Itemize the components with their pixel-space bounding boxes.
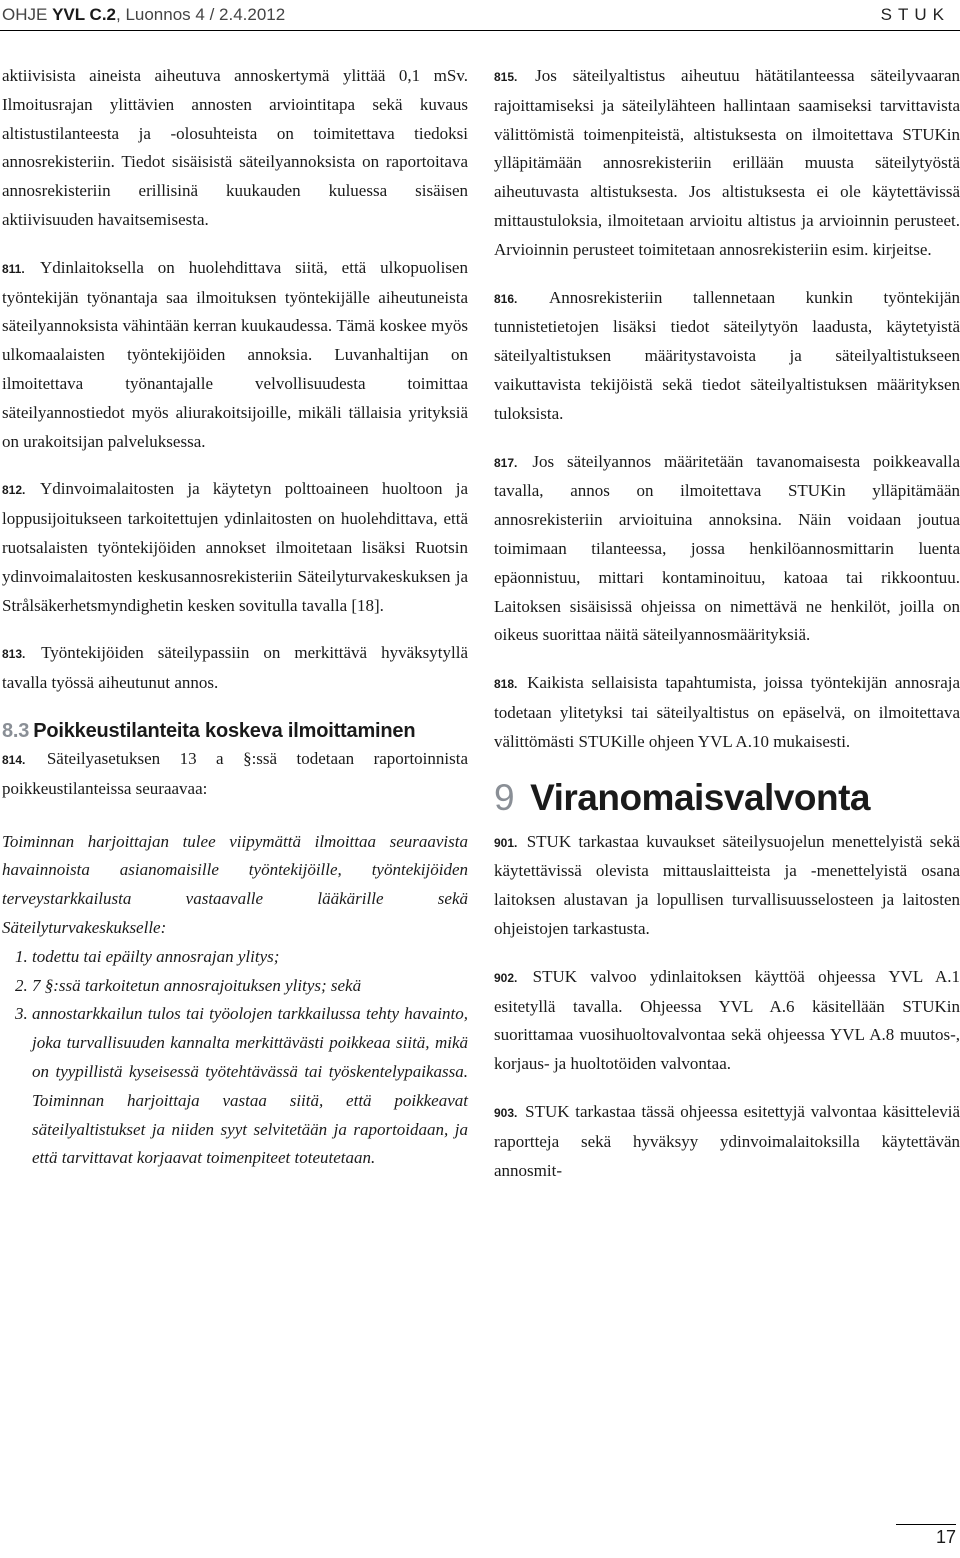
paragraph-903 [494,1098,960,1185]
quote-item: 2. 7 §:ssä tarkoitetun annosrajoituksen ylitys; sekä [32,972,468,1001]
paragraph-number: 813. [2,647,26,662]
page-number: 17 [935,1527,956,1547]
paragraph-number: 903. [494,1105,518,1120]
chapter-number: 9 [494,776,515,818]
paragraph-818 [494,669,960,756]
paragraph-number: 817. [494,455,518,470]
paragraph-number: 902. [494,970,518,985]
quote-intro: Toiminnan harjoittajan tulee viipymättä ilmoittaa seuraavista havainnoista asianomaisille työntekijöille, työntekijöiden terveystarkkailusta vastaavalle lääkärille sekä Säteilyturvakeskukselle: [2,831,468,937]
paragraph-text: Jos säteilyaltistus aiheutuu hätätilanteessa säteilyvaaran rajoittamiseksi ja säteilylähteen hallintaan saamiseksi tarvittavista välittömistä toimenpiteistä, altistuksesta on ilmoitettava STUKin ylläpitämään annosrekisteriin erillään muusta säteilytyöstä aiheutuvasta altistuksesta. Jos altistuksesta ei ole käytettävissä mittaustuloksia, ilmoitetaan arvioitu altistus ja arvioinnin perusteet. Arvioinnin perusteet toimitetaan annosrekisteriin esim. kirjeitse. [494,66,960,259]
paragraph-number: 816. [494,291,518,306]
paragraph-text: Jos säteilyannos määritetään tavanomaisesta poikkeavalla tavalla, annos on ilmoitettava STUKin ylläpitämään annosrekisteriin arvioituina annoksina. Näin voidaan joutua toimimaan tilanteessa, jossa henkilöannosmittarin luenta epäonnistuu, mittari kontaminoituu, katoaa tai rikkoontuu. Laitoksen sisäisissä ohjeissa on nimettävä ne henkilöt, joilla on oikeus suorittaa näitä säteilyannosmäärityksiä. [494,451,960,645]
section-number: 8.3 [2,719,30,742]
footer-divider [896,1524,956,1525]
doc-prefix: OHJE [2,5,53,24]
paragraph-814 [2,745,468,804]
quote-item: 1. todettu tai epäilty annosrajan ylitys; [32,943,468,972]
doc-status: , Luonnos 4 / 2.4.2012 [116,5,286,24]
paragraph-continued: aktiivisista aineista aiheutuva annoskertymä ylittää 0,1 mSv. Ilmoitusrajan ylittävien annosten arviointitapa sekä kuvaus altistustilanteesta ja -olosuhteista on toimitettava tiedoksi annosrekisteriin. Tiedot sisäisistä säteilyannoksista on raportoitava annosrekisteriin erillisinä kuukauden kuluessa sisäisen aktiivisuuden havaitsemisesta. [2,66,468,229]
paragraph-901 [494,828,960,944]
paragraph-813 [2,639,468,698]
legal-quote [2,828,468,1174]
paragraph-number: 814. [2,752,26,767]
paragraph-number: 812. [2,483,26,498]
paragraph-text: Kaikista sellaisista tapahtumista, joissa työntekijän annosraja todetaan ylitetyksi tai säteilyaltistus on epäselvä, on ilmoitettava välittömästi STUKille ohjeen YVL A.10 mukaisesti. [494,673,960,751]
header-divider [0,30,960,31]
paragraph-number: 815. [494,70,518,84]
paragraph-text: STUK valvoo ydinlaitoksen käyttöä ohjeessa YVL A.1 esitetyllä tavalla. Ohjeessa YVL A.6 käsitellään STUKin suorittamaa vuosihuoltovalvontaa sekä ohjeessa YVL A.8 muutos-, korjaus- ja huoltotöiden valvontaa. [494,966,960,1074]
doc-id: YVL C.2 [52,5,116,24]
chapter-title: Viranomaisvalvonta [530,776,870,818]
document-title [2,0,285,30]
paragraph-number: 818. [494,677,518,692]
paragraph-text: Ydinvoimalaitosten ja käytetyn polttoaineen huoltoon ja loppusijoitukseen tarkoitettujen ydinlaitosten on huolehdittava, että ruotsalaisten työntekijöiden annokset ilmoitetaan lisäksi Ruotsin ydinvoimalaitosten keskusannosrekisteriin Säteilyturvakeskuksen ja Strålsäkerhetsmyndighetin kesken sovitulla tavalla [18]. [2,479,468,615]
paragraph-number: 811. [2,261,25,276]
section-heading [2,717,468,745]
paragraph-text: STUK tarkastaa tässä ohjeessa esitettyjä valvontaa käsitteleviä raportteja sekä hyväksyy ydinvoimalaitoksilla käytettävän annosmit- [494,1101,960,1180]
paragraph-902 [494,963,960,1079]
paragraph-text: Säteilyasetuksen 13 a §:ssä todetaan raportoinnista poikkeustilanteissa seuraavaa: [2,748,469,798]
right-column [494,62,960,1204]
paragraph-text: Annosrekisteriin tallennetaan kunkin työntekijän tunnistetietojen lisäksi tiedot säteilytyön laadusta, käytetyistä säteilyaltistuksen määritystavoista ja säteilyaltistukseen vaikuttavista tekijöistä sekä tiedot säteilyaltistuksen määrityksen tuloksista. [494,287,960,423]
paragraph-815 [494,62,960,265]
paragraph-number: 901. [494,835,518,850]
page-header [0,0,960,30]
chapter-heading [494,776,960,820]
paragraph-816 [494,284,960,429]
paragraph-812 [2,475,468,620]
paragraph-817 [494,448,960,651]
paragraph-text: Työntekijöiden säteilypassiin on merkittävä hyväksytyllä tavalla työssä aiheutunut annos. [2,643,468,693]
left-column [2,62,468,1173]
paragraph-811 [2,254,468,457]
quote-list [2,943,468,1173]
quote-item: 3. annostarkkailun tulos tai työolojen tarkkailussa tehty havainto, joka turvallisuuden kannalta merkittävästi poikkeaa siitä, mikä on tyypillistä kyseisessä työtehtävässä tai työskentelypaikassa. Toiminnan harjoittaja vastaa siitä, että poikkeavat säteilyaltistukset ja niiden syyt selvitetään ja raportoidaan, ja että tarvittavat korjaavat toimenpiteet toteutetaan. [32,1000,468,1173]
paragraph-text: Ydinlaitoksella on huolehdittava siitä, että ulkopuolisen työntekijän työnantaja saa ilmoituksen työntekijälle aiheutuneista säteilyannoksista vähintään kerran kuukaudessa. Tämä koskee myös ulkomaalaisten työntekijöiden annoksia. Luvanhaltijan on ilmoitettava työnantajalle velvollisuudesta toimittaa säteilyannostiedot myös aliurakoitsijoille, mikäli tällaisia yrityksiä on urakoitsijan palveluksessa. [2,257,468,451]
brand-logo: STUK [880,5,950,24]
section-title: Poikkeustilanteita koskeva ilmoittaminen [33,719,416,742]
paragraph-text: STUK tarkastaa kuvaukset säteilysuojelun menettelyistä sekä käytettävissä olevista mittauslaitteista ja -menettelyistä osana laitoksen alustavan ja lopullisen turvallisuusselosteen ja laitosten ohjeistojen tarkastusta. [494,831,960,938]
